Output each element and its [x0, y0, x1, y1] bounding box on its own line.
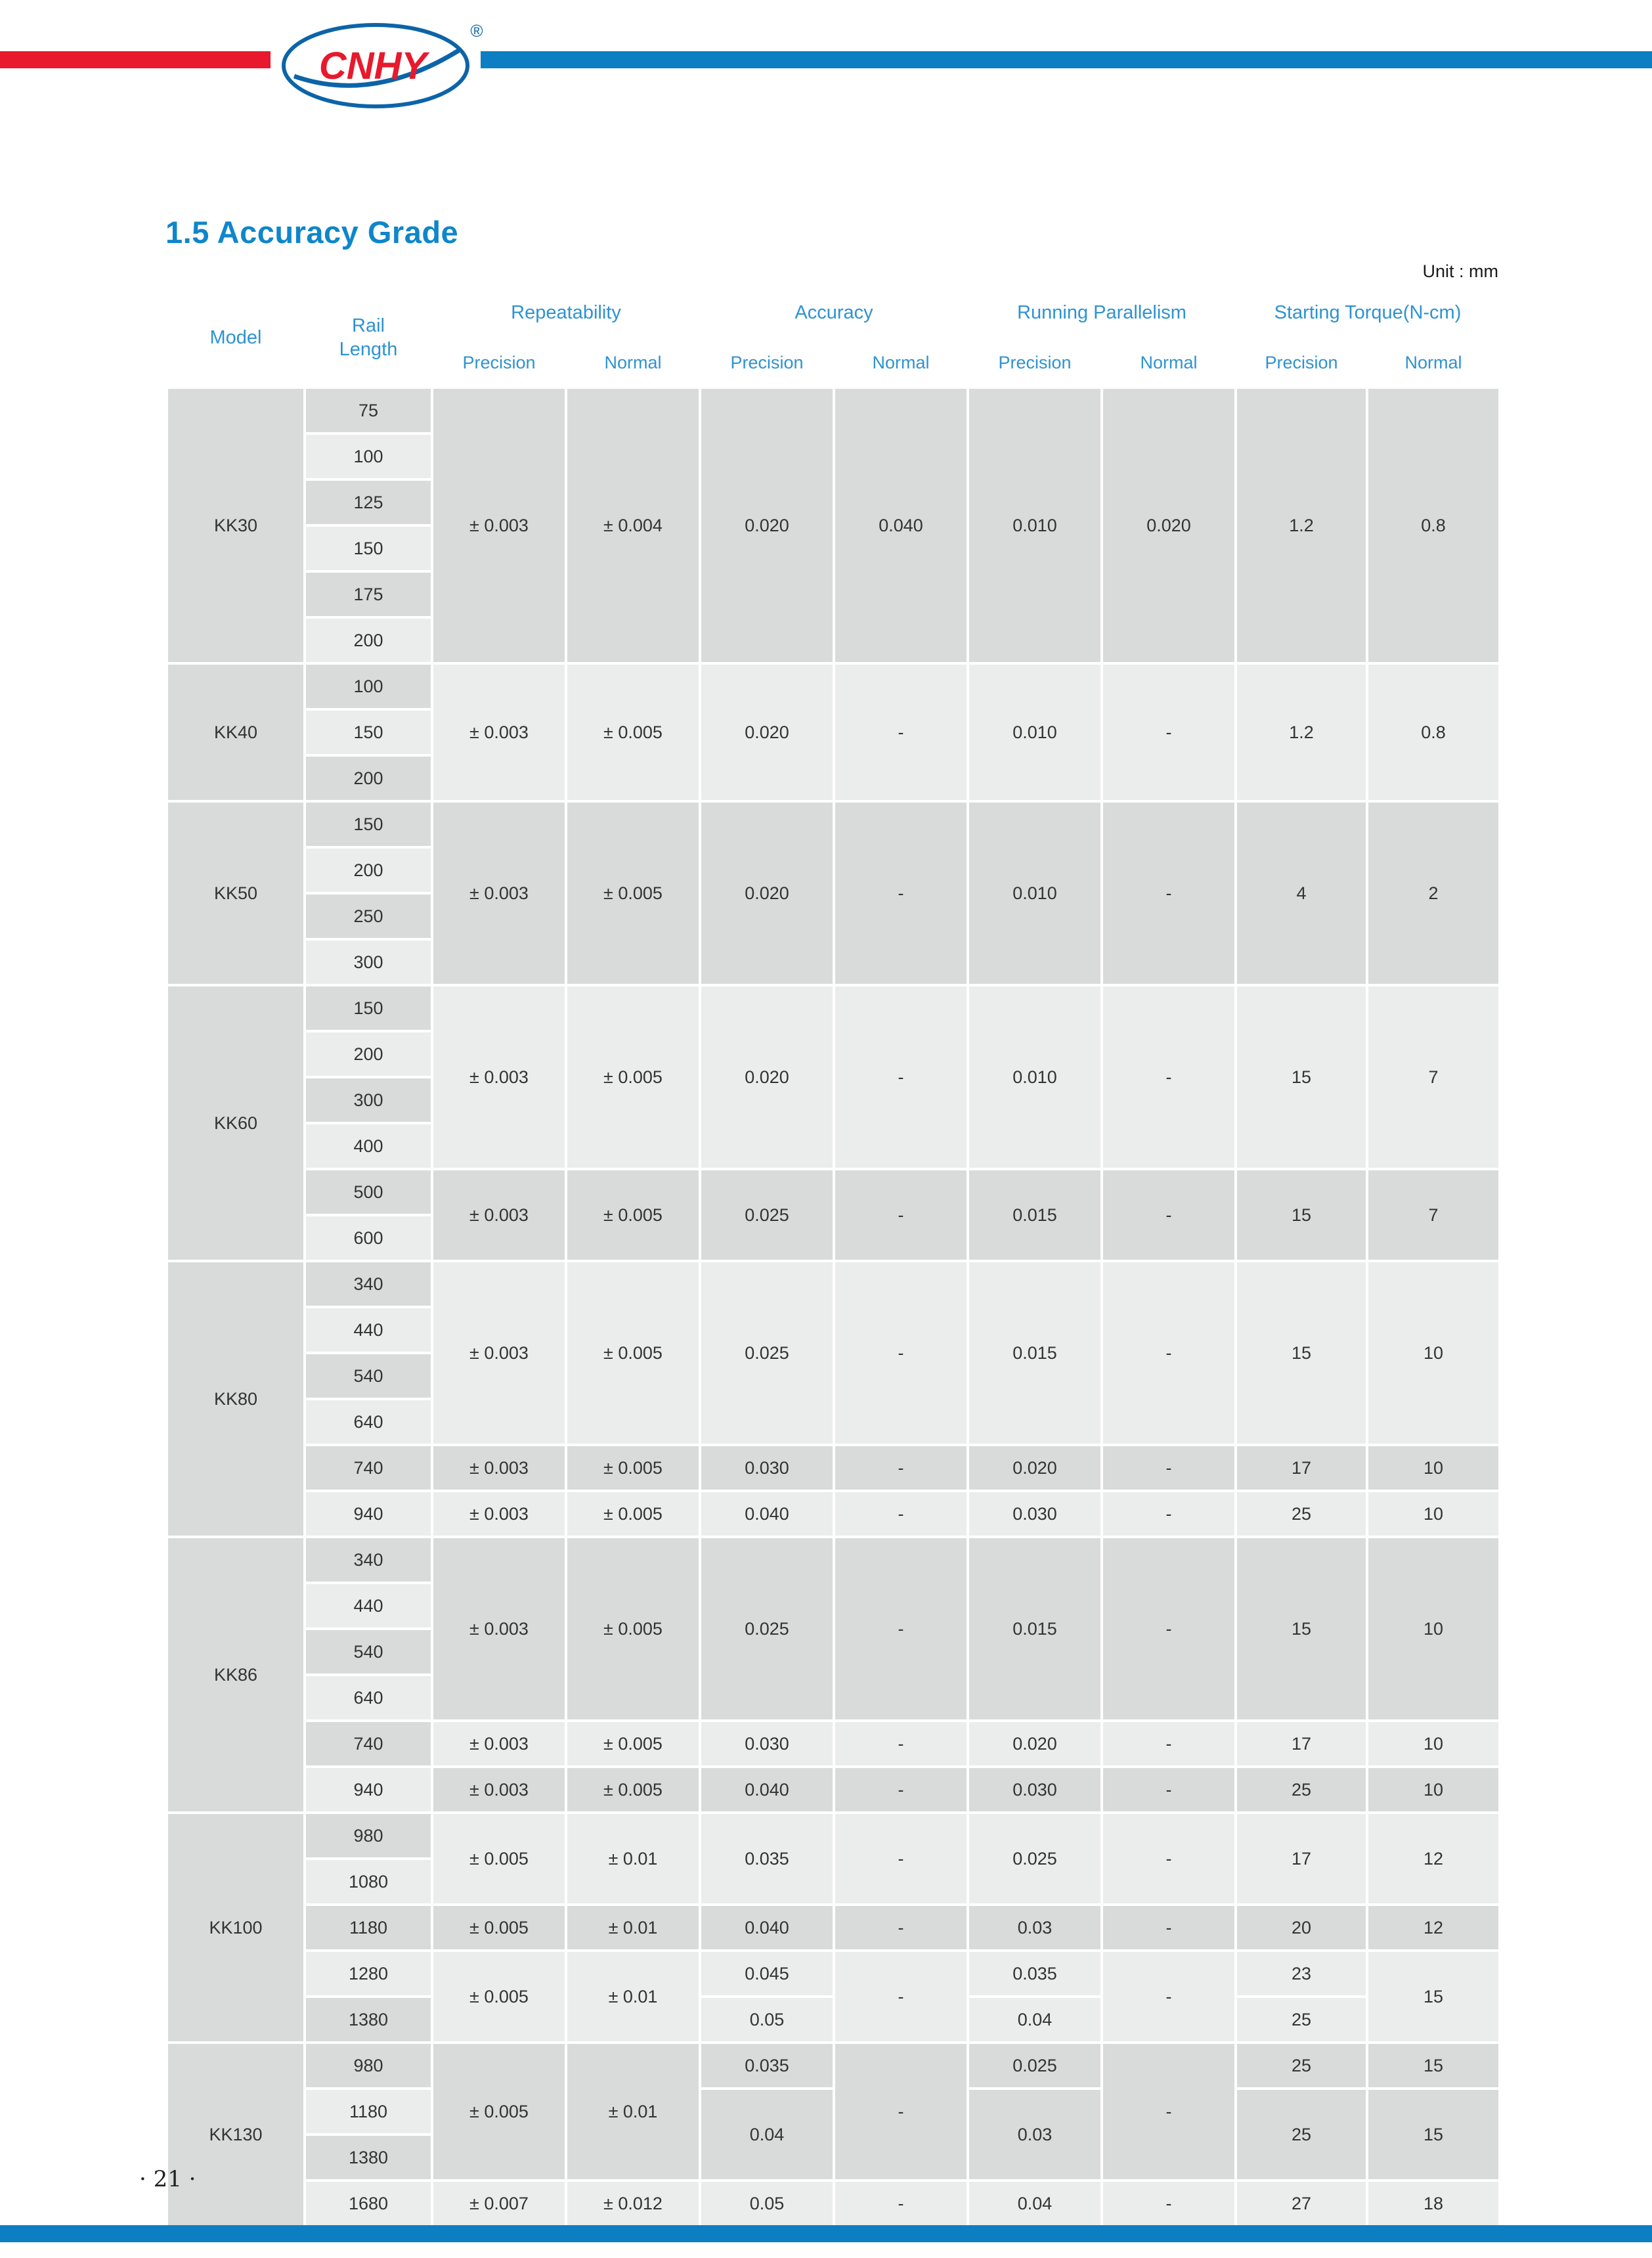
rail-cell: 640: [305, 1399, 432, 1445]
data-cell: 0.8: [1367, 663, 1500, 801]
rail-cell: 980: [305, 2043, 432, 2089]
data-cell: -: [1102, 2181, 1236, 2226]
data-cell: 15: [1236, 1169, 1367, 1261]
data-cell: -: [1102, 1767, 1236, 1813]
data-cell: 25: [1236, 2089, 1367, 2181]
data-cell: ± 0.005: [566, 1261, 700, 1445]
rail-cell: 200: [305, 617, 432, 663]
data-cell: -: [1102, 1261, 1236, 1445]
data-cell: ± 0.005: [566, 1537, 700, 1721]
data-cell: -: [834, 1491, 968, 1537]
data-cell: 0.03: [968, 1905, 1102, 1951]
header-sub-precision: Precision: [1236, 338, 1367, 387]
table-row: [167, 387, 1500, 433]
table-row: [167, 2181, 1500, 2226]
data-cell: 27: [1236, 2181, 1367, 2226]
data-cell: ± 0.005: [566, 1445, 700, 1491]
data-cell: -: [834, 1767, 968, 1813]
rail-cell: 540: [305, 1353, 432, 1399]
data-cell: 15: [1367, 1951, 1500, 2043]
data-cell: 15: [1367, 2089, 1500, 2181]
data-cell: ± 0.003: [432, 663, 566, 801]
table-row: [167, 1813, 1500, 1859]
data-cell: ± 0.01: [566, 1813, 700, 1905]
data-cell: -: [834, 2181, 968, 2226]
rail-cell: 100: [305, 433, 432, 479]
rail-cell: 1180: [305, 2089, 432, 2135]
data-cell: 0.020: [700, 387, 834, 663]
data-cell: 2: [1367, 801, 1500, 985]
data-cell: ± 0.005: [432, 1905, 566, 1951]
rail-cell: 75: [305, 387, 432, 433]
table-row: [167, 1767, 1500, 1813]
data-cell: 0.035: [968, 1951, 1102, 1997]
data-cell: ± 0.005: [566, 1491, 700, 1537]
data-cell: 15: [1236, 985, 1367, 1169]
data-cell: 0.035: [700, 1813, 834, 1905]
table-row: [167, 1261, 1500, 1307]
table-row: [167, 1537, 1500, 1583]
data-cell: 1.2: [1236, 387, 1367, 663]
data-cell: -: [834, 663, 968, 801]
data-cell: 0.05: [700, 1997, 834, 2043]
data-cell: -: [1102, 1905, 1236, 1951]
data-cell: 0.03: [968, 2089, 1102, 2181]
data-cell: 25: [1236, 1491, 1367, 1537]
rail-cell: 1680: [305, 2181, 432, 2226]
rail-cell: 940: [305, 1491, 432, 1537]
data-cell: ± 0.003: [432, 387, 566, 663]
data-cell: 0.025: [700, 1537, 834, 1721]
data-cell: -: [1102, 663, 1236, 801]
data-cell: 18: [1367, 2181, 1500, 2226]
header-group-running-parallelism: Running Parallelism: [968, 288, 1236, 338]
rail-cell: 125: [305, 479, 432, 525]
data-cell: 17: [1236, 1813, 1367, 1905]
header-rail-line2: Length: [339, 339, 398, 360]
data-cell: 15: [1236, 1261, 1367, 1445]
page-number: · 21 ·: [139, 2166, 196, 2192]
data-cell: 0.020: [700, 985, 834, 1169]
data-cell: 25: [1236, 1997, 1367, 2043]
rail-cell: 740: [305, 1721, 432, 1767]
data-cell: ± 0.004: [566, 387, 700, 663]
rail-cell: 740: [305, 1445, 432, 1491]
data-cell: 0.030: [700, 1721, 834, 1767]
data-cell: ± 0.005: [432, 1813, 566, 1905]
data-cell: 0.020: [1102, 387, 1236, 663]
table-row: [167, 2089, 1500, 2135]
brand-logo: [278, 17, 489, 109]
rail-cell: 440: [305, 1307, 432, 1353]
data-cell: -: [834, 1721, 968, 1767]
data-cell: ± 0.005: [432, 2043, 566, 2181]
data-cell: -: [1102, 1445, 1236, 1491]
data-cell: -: [1102, 1951, 1236, 2043]
data-cell: 23: [1236, 1951, 1367, 1997]
data-cell: 0.025: [968, 2043, 1102, 2089]
data-cell: 0.010: [968, 387, 1102, 663]
header-rail-length: [305, 288, 432, 387]
data-cell: ± 0.003: [432, 1169, 566, 1261]
rail-cell: 1380: [305, 1997, 432, 2043]
data-cell: 0.015: [968, 1261, 1102, 1445]
header-sub-normal: Normal: [1367, 338, 1500, 387]
table-row: [167, 1951, 1500, 1997]
registered-mark-icon: ®: [470, 21, 483, 41]
header-group-repeatability: Repeatability: [432, 288, 700, 338]
data-cell: ± 0.005: [566, 663, 700, 801]
data-cell: 0.040: [700, 1767, 834, 1813]
data-cell: 0.035: [700, 2043, 834, 2089]
data-cell: 0.030: [968, 1767, 1102, 1813]
data-cell: 0.025: [700, 1261, 834, 1445]
rail-cell: 1180: [305, 1905, 432, 1951]
data-cell: ± 0.01: [566, 1905, 700, 1951]
data-cell: -: [834, 1813, 968, 1905]
data-cell: 10: [1367, 1721, 1500, 1767]
data-cell: ± 0.005: [432, 1951, 566, 2043]
rail-cell: 200: [305, 755, 432, 801]
data-cell: 0.040: [700, 1905, 834, 1951]
header-sub-precision: Precision: [432, 338, 566, 387]
data-cell: ± 0.005: [566, 985, 700, 1169]
data-cell: 15: [1236, 1537, 1367, 1721]
data-cell: 15: [1367, 2043, 1500, 2089]
data-cell: ± 0.01: [566, 2043, 700, 2181]
rail-cell: 400: [305, 1123, 432, 1169]
data-cell: ± 0.01: [566, 1951, 700, 2043]
data-cell: 0.04: [968, 1997, 1102, 2043]
data-cell: 0.010: [968, 985, 1102, 1169]
model-cell: KK86: [167, 1537, 305, 1813]
data-cell: 0.04: [968, 2181, 1102, 2226]
rail-cell: 250: [305, 893, 432, 939]
data-cell: 0.025: [968, 1813, 1102, 1905]
data-cell: 0.020: [700, 801, 834, 985]
data-cell: -: [1102, 2043, 1236, 2181]
brand-name: CNHY: [318, 45, 427, 87]
data-cell: 0.030: [968, 1491, 1102, 1537]
data-cell: -: [1102, 801, 1236, 985]
rail-cell: 1380: [305, 2135, 432, 2181]
table-row: [167, 1445, 1500, 1491]
rail-cell: 980: [305, 1813, 432, 1859]
data-cell: 10: [1367, 1491, 1500, 1537]
data-cell: ± 0.003: [432, 1491, 566, 1537]
model-cell: KK130: [167, 2043, 305, 2226]
data-cell: 0.04: [700, 2089, 834, 2181]
rail-cell: 500: [305, 1169, 432, 1215]
rail-cell: 300: [305, 1077, 432, 1123]
data-cell: ± 0.012: [566, 2181, 700, 2226]
data-cell: 7: [1367, 1169, 1500, 1261]
data-cell: ± 0.005: [566, 1169, 700, 1261]
header-group-starting-torque: Starting Torque(N-cm): [1236, 288, 1500, 338]
top-bar-red: [0, 51, 271, 68]
data-cell: -: [1102, 1169, 1236, 1261]
data-cell: 0.8: [1367, 387, 1500, 663]
data-cell: ± 0.005: [566, 1767, 700, 1813]
table-row: [167, 1905, 1500, 1951]
data-cell: ± 0.007: [432, 2181, 566, 2226]
data-cell: 12: [1367, 1813, 1500, 1905]
data-cell: 10: [1367, 1537, 1500, 1721]
data-cell: 0.040: [834, 387, 968, 663]
header-sub-precision: Precision: [700, 338, 834, 387]
header-model: Model: [167, 288, 305, 387]
data-cell: ± 0.003: [432, 801, 566, 985]
rail-cell: 150: [305, 525, 432, 571]
rail-cell: 300: [305, 939, 432, 985]
data-cell: 7: [1367, 985, 1500, 1169]
data-cell: -: [1102, 1813, 1236, 1905]
rail-cell: 600: [305, 1215, 432, 1261]
data-cell: -: [834, 1169, 968, 1261]
header-rail-line1: Rail: [352, 315, 385, 336]
rail-cell: 1080: [305, 1859, 432, 1905]
table-row: [167, 985, 1500, 1031]
bottom-bar-blue: [0, 2225, 1652, 2242]
data-cell: 4: [1236, 801, 1367, 985]
data-cell: 0.010: [968, 663, 1102, 801]
data-cell: -: [834, 1261, 968, 1445]
rail-cell: 1280: [305, 1951, 432, 1997]
data-cell: -: [834, 1905, 968, 1951]
data-cell: ± 0.003: [432, 1445, 566, 1491]
table-row: [167, 2043, 1500, 2089]
table-row: [167, 801, 1500, 847]
table-row: [167, 663, 1500, 709]
data-cell: 10: [1367, 1445, 1500, 1491]
data-cell: -: [834, 1951, 968, 2043]
data-cell: 0.010: [968, 801, 1102, 985]
rail-cell: 340: [305, 1537, 432, 1583]
rail-cell: 200: [305, 1031, 432, 1077]
data-cell: 0.030: [700, 1445, 834, 1491]
header-sub-precision: Precision: [968, 338, 1102, 387]
model-cell: KK30: [167, 387, 305, 663]
data-cell: 12: [1367, 1905, 1500, 1951]
rail-cell: 340: [305, 1261, 432, 1307]
table-row: [167, 1169, 1500, 1215]
data-cell: 1.2: [1236, 663, 1367, 801]
header-sub-normal: Normal: [1102, 338, 1236, 387]
header-sub-normal: Normal: [834, 338, 968, 387]
data-cell: 25: [1236, 1767, 1367, 1813]
header-row-groups: [167, 288, 1500, 338]
table-row: [167, 1997, 1500, 2043]
unit-label: Unit : mm: [1422, 261, 1498, 281]
data-cell: -: [834, 985, 968, 1169]
data-cell: ± 0.003: [432, 1261, 566, 1445]
data-cell: ± 0.005: [566, 1721, 700, 1767]
data-cell: -: [1102, 1721, 1236, 1767]
data-cell: -: [1102, 1491, 1236, 1537]
data-cell: ± 0.003: [432, 1537, 566, 1721]
data-cell: -: [834, 801, 968, 985]
data-cell: ± 0.003: [432, 1721, 566, 1767]
page-title: 1.5 Accuracy Grade: [165, 215, 459, 250]
data-cell: 0.020: [700, 663, 834, 801]
model-cell: KK80: [167, 1261, 305, 1537]
accuracy-grade-table: [165, 286, 1501, 2228]
data-cell: -: [834, 1445, 968, 1491]
rail-cell: 200: [305, 847, 432, 893]
rail-cell: 150: [305, 709, 432, 755]
data-cell: -: [834, 2043, 968, 2181]
data-cell: 0.020: [968, 1445, 1102, 1491]
data-cell: 10: [1367, 1261, 1500, 1445]
data-cell: 0.020: [968, 1721, 1102, 1767]
rail-cell: 540: [305, 1629, 432, 1675]
model-cell: KK60: [167, 985, 305, 1261]
data-cell: 20: [1236, 1905, 1367, 1951]
rail-cell: 175: [305, 571, 432, 617]
data-cell: -: [834, 1537, 968, 1721]
data-cell: ± 0.003: [432, 1767, 566, 1813]
data-cell: 10: [1367, 1767, 1500, 1813]
top-bar-blue: [481, 51, 1652, 68]
data-cell: -: [1102, 985, 1236, 1169]
data-cell: 0.045: [700, 1951, 834, 1997]
model-cell: KK100: [167, 1813, 305, 2043]
data-cell: 0.05: [700, 2181, 834, 2226]
data-cell: ± 0.005: [566, 801, 700, 985]
table-row: [167, 1721, 1500, 1767]
rail-cell: 640: [305, 1675, 432, 1721]
spec-table-body: [167, 387, 1500, 2226]
header-sub-normal: Normal: [566, 338, 700, 387]
data-cell: 0.040: [700, 1491, 834, 1537]
model-cell: KK40: [167, 663, 305, 801]
data-cell: 17: [1236, 1445, 1367, 1491]
rail-cell: 940: [305, 1767, 432, 1813]
model-cell: KK50: [167, 801, 305, 985]
data-cell: 0.015: [968, 1169, 1102, 1261]
rail-cell: 150: [305, 801, 432, 847]
data-cell: 0.025: [700, 1169, 834, 1261]
rail-cell: 150: [305, 985, 432, 1031]
data-cell: -: [1102, 1537, 1236, 1721]
data-cell: ± 0.003: [432, 985, 566, 1169]
data-cell: 0.015: [968, 1537, 1102, 1721]
header-group-accuracy: Accuracy: [700, 288, 968, 338]
data-cell: 25: [1236, 2043, 1367, 2089]
table-row: [167, 1491, 1500, 1537]
rail-cell: 440: [305, 1583, 432, 1629]
rail-cell: 100: [305, 663, 432, 709]
data-cell: 17: [1236, 1721, 1367, 1767]
